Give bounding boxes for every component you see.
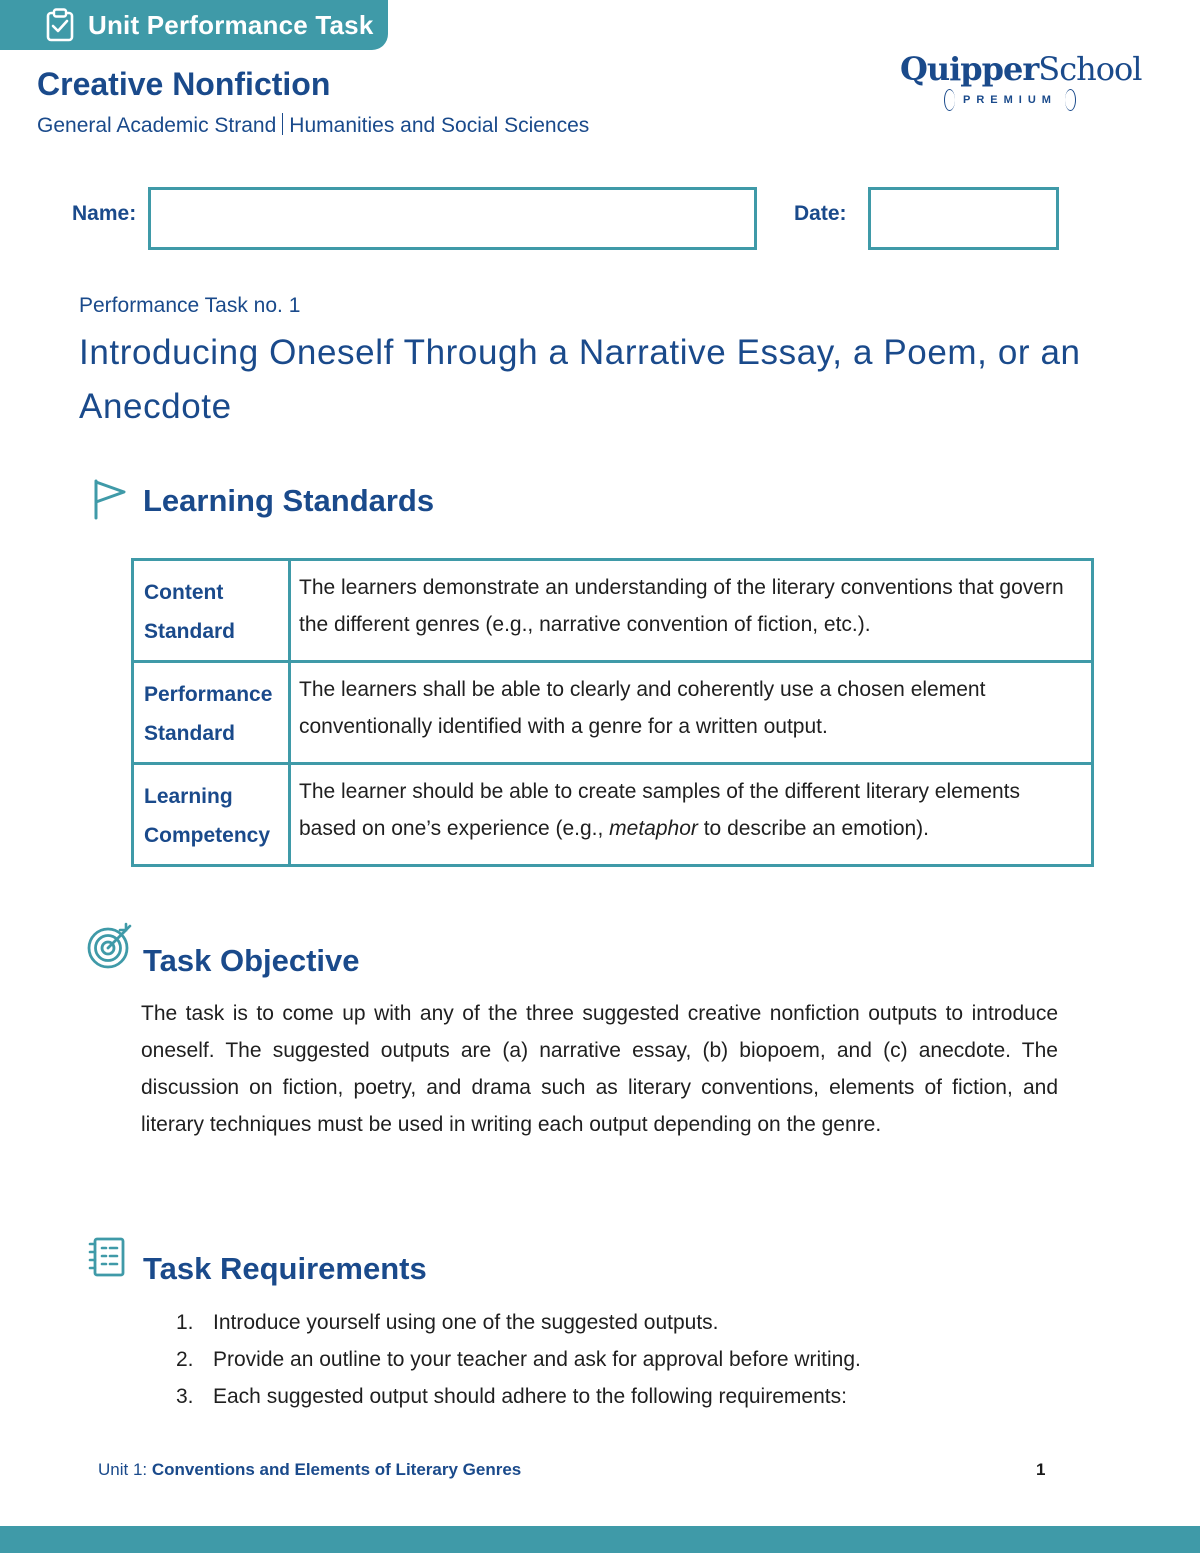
name-label: Name: (72, 202, 137, 225)
logo-wordmark (900, 50, 1142, 88)
row-text-part: The learner should be able to create samples of the different literary elements based on one’s experience (e.g., (299, 780, 1021, 840)
task-objective-heading: Task Objective (143, 943, 360, 978)
subject-title: Creative Nonfiction (37, 66, 331, 102)
learning-standards-heading: Learning Standards (143, 483, 435, 518)
date-label: Date: (794, 202, 847, 225)
row-text (290, 764, 1093, 866)
row-label (133, 560, 290, 662)
row-text: The learners demonstrate an understanding of the literary conventions that govern the different genres (e.g., narrative convention of fiction, etc.). (290, 560, 1093, 662)
item-text: Introduce yourself using one of the suggested outputs. (213, 1311, 719, 1334)
row-label-line1: Content (144, 581, 224, 604)
tab-label: Unit Performance Task (88, 9, 374, 40)
item-number: 2. (176, 1348, 194, 1371)
list-item (176, 1341, 1056, 1378)
logo-premium-badge: PREMIUM (944, 94, 1076, 106)
footer-unit-title: Conventions and Elements of Literary Genres (151, 1460, 522, 1479)
flag-icon (92, 478, 128, 520)
footer-unit-prefix: Unit 1: (98, 1460, 152, 1479)
row-label-line1: Learning (144, 785, 233, 808)
unit-performance-task-tab (0, 0, 388, 50)
footer-bar (0, 1526, 1200, 1553)
row-label-line2: Standard (144, 722, 236, 745)
logo-word-regular: School (1038, 50, 1142, 88)
row-label (133, 764, 290, 866)
name-field[interactable] (148, 187, 757, 250)
item-text: Each suggested output should adhere to the following requirements: (213, 1385, 847, 1408)
item-number: 3. (176, 1385, 194, 1408)
requirements-list (176, 1304, 1056, 1415)
date-field[interactable] (868, 187, 1059, 250)
track-name: Humanities and Social Sciences (289, 114, 590, 137)
item-number: 1. (176, 1311, 194, 1334)
row-label (133, 662, 290, 764)
row-text: The learners shall be able to clearly and coherently use a chosen element conventionally identified with a genre for a written output. (290, 662, 1093, 764)
strand-line (37, 113, 589, 138)
learning-standards-table (131, 558, 1094, 867)
row-label-line1: Performance (144, 683, 273, 706)
quipper-school-logo (900, 50, 1142, 106)
table-row (133, 662, 1093, 764)
strand-name: General Academic Strand (37, 114, 277, 137)
row-text-emphasis: metaphor (609, 817, 698, 840)
item-text: Provide an outline to your teacher and ask for approval before writing. (213, 1348, 861, 1371)
document-list-icon (86, 1236, 128, 1280)
clipboard-check-icon (46, 8, 74, 42)
list-item (176, 1304, 1056, 1341)
task-title: Introducing Oneself Through a Narrative Essay, a Poem, or an Anecdote (79, 333, 1081, 426)
row-label-line2: Standard (144, 620, 236, 643)
table-row (133, 764, 1093, 866)
task-objective-text: The task is to come up with any of the three suggested creative nonfiction outputs to introduce oneself. The suggested outputs are (a) narrative essay, (b) biopoem, and (c) anecdote. The discussion on fiction, poetry, and drama such as literary conventions, elements of fiction, and literary techniques must be used in writing each output depending on the genre. (141, 1002, 1058, 1136)
logo-word-bold: Quipper (900, 50, 1039, 88)
table-row (133, 560, 1093, 662)
row-text-part: to describe an emotion). (697, 817, 930, 840)
page-number: 1 (1036, 1460, 1046, 1479)
footer-unit (98, 1460, 521, 1480)
list-item (176, 1378, 1056, 1415)
divider (282, 113, 283, 135)
task-number: Performance Task no. 1 (79, 294, 301, 317)
task-requirements-heading: Task Requirements (143, 1251, 427, 1286)
target-icon (86, 922, 134, 970)
row-label-line2: Competency (144, 824, 271, 847)
